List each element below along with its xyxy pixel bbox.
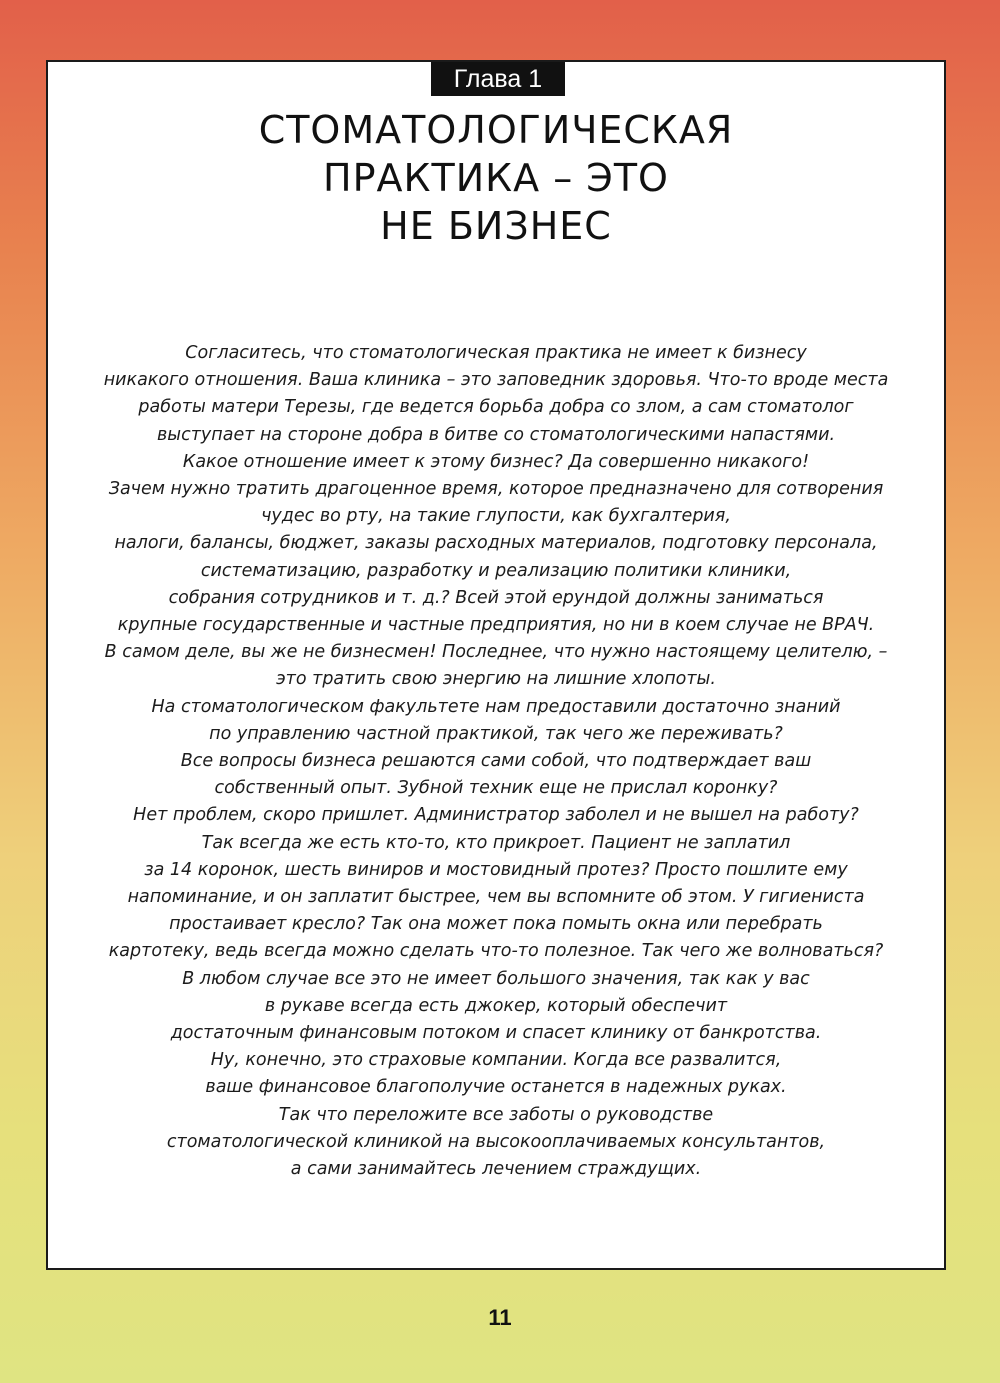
text-line: собственный опыт. Зубной техник еще не прислал коронку? [214,778,778,799]
text-line: Все вопросы бизнеса решаются сами собой, что подтверждает ваш [180,751,812,772]
text-line: это тратить свою энергию на лишние хлопоты. [276,669,716,690]
text-line: выступает на стороне добра в битве со стоматологическими напастями. [156,424,836,445]
text-line: а сами занимайтесь лечением страждущих. [290,1159,702,1180]
text-line: Какое отношение имеет к этому бизнес? Да совершенно никакого! [182,451,810,472]
text-line: по управлению частной практикой, так чего же переживать? [209,723,783,744]
text-line: Нет проблем, скоро пришлет. Администратор заболел и не вышел на работу? [133,805,859,826]
text-line: В любом случае все это не имеет большого значения, так как у вас [182,968,810,989]
text-line: в рукаве всегда есть джокер, который обеспечит [264,995,728,1016]
text-line: систематизацию, разработку и реализацию политики клиники, [200,560,792,581]
text-line: стоматологической клиникой на высокооплачиваемых консультантов, [166,1131,826,1152]
text-line: напоминание, и он заплатит быстрее, чем вы вспомните об этом. У гигиениста [127,887,865,908]
content-panel [46,60,946,1270]
title-line: НЕ БИЗНЕС [380,204,612,248]
text-line: В самом деле, вы же не бизнесмен! Последнее, что нужно настоящему целителю, – [104,642,888,663]
text-line: простаивает кресло? Так она может пока помыть окна или перебрать [169,914,823,935]
text-line: никакого отношения. Ваша клиника – это заповедник здоровья. Что-то вроде места [103,370,889,391]
text-line: чудес во рту, на такие глупости, как бухгалтерия, [261,506,731,527]
text-line: Так что переложите все заботы о руководстве [278,1104,714,1125]
text-line: за 14 коронок, шесть виниров и мостовидный протез? Просто пошлите ему [144,859,848,880]
page-number: 11 [488,1305,512,1330]
text-line: картотеку, ведь всегда можно сделать что-то полезное. Так чего же волноваться? [108,941,884,962]
chapter-title [48,106,944,250]
text-line: Согласитесь, что стоматологическая практика не имеет к бизнесу [185,343,807,363]
text-line: крупные государственные и частные предприятия, но ни в коем случае не ВРАЧ. [117,615,875,636]
title-line: ПРАКТИКА – ЭТО [323,156,669,200]
text-line: налоги, балансы, бюджет, заказы расходных материалов, подготовку персонала, [114,533,878,554]
text-line: собрания сотрудников и т. д.? Всей этой ерундой должны заниматься [168,587,824,608]
text-line: Так всегда же есть кто-то, кто прикроет. Пациент не заплатил [201,832,791,853]
text-line: работы матери Терезы, где ведется борьба добра со злом, а сам стоматолог [138,397,854,418]
text-line: На стоматологическом факультете нам предоставили достаточно знаний [151,696,841,717]
text-line: ваше финансовое благополучие останется в надежных руках. [205,1077,787,1098]
body-paragraph [48,340,944,1183]
text-line: достаточным финансовым потоком и спасет клинику от банкротства. [170,1023,822,1044]
title-line: СТОМАТОЛОГИЧЕСКАЯ [258,108,734,152]
chapter-label: Глава 1 [431,62,565,96]
text-line: Зачем нужно тратить драгоценное время, которое предназначено для сотворения [108,479,884,500]
text-line: Ну, конечно, это страховые компании. Когда все развалится, [210,1050,782,1071]
